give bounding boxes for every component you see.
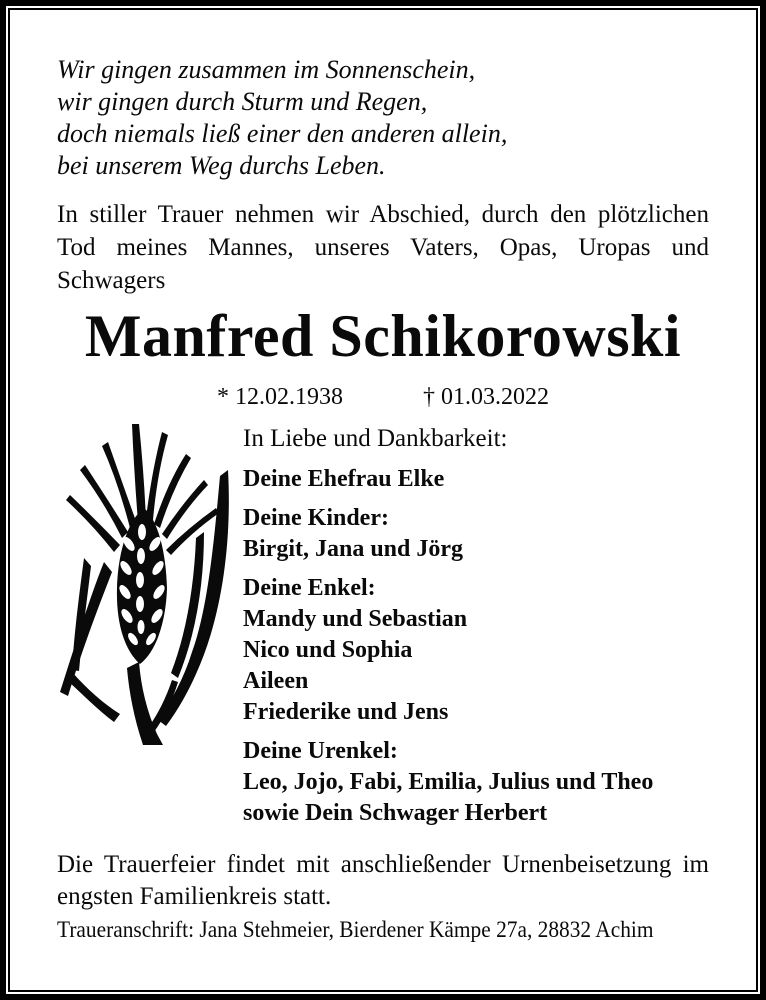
- funeral-line: engsten Familienkreis statt.: [57, 883, 332, 910]
- mourner-line: Birgit, Jana und Jörg: [243, 536, 464, 562]
- mourner-line: sowie Dein Schwager Herbert: [243, 800, 548, 826]
- mourner-line: Deine Urenkel:: [243, 738, 398, 764]
- intro-paragraph: [57, 198, 709, 297]
- mourner-line: Deine Ehefrau Elke: [243, 466, 445, 492]
- poem-line: wir gingen durch Sturm und Regen,: [57, 87, 428, 116]
- tribute-heading: In Liebe und Dankbarkeit:: [243, 425, 508, 452]
- poem-line: bei unserem Weg durchs Leben.: [57, 151, 386, 180]
- mourner-line: Deine Kinder:: [243, 505, 389, 531]
- deceased-name: Manfred Schikorowski: [84, 303, 682, 369]
- mourner-line: Leo, Jojo, Fabi, Emilia, Julius und Theo: [243, 769, 654, 795]
- death-date: † 01.03.2022: [423, 384, 549, 410]
- mourner-line: Deine Enkel:: [243, 575, 376, 601]
- mourner-group-spouse: [243, 464, 743, 495]
- wheat-ear-illustration: [46, 412, 242, 745]
- life-dates: [10, 382, 756, 412]
- birth-date: * 12.02.1938: [217, 384, 343, 410]
- mourner-line: Friederike und Jens: [243, 699, 449, 725]
- mourner-group-children: [243, 503, 743, 565]
- mourner-group-grandchildren: [243, 573, 743, 728]
- mourner-group-great-grandchildren: [243, 736, 743, 829]
- poem-line: doch niemals ließ einer den anderen allein,: [57, 119, 508, 148]
- funeral-info: [57, 849, 709, 913]
- intro-line: Schwagers: [57, 267, 166, 294]
- mourner-line: Aileen: [243, 668, 309, 694]
- mourner-line: Nico und Sophia: [243, 637, 413, 663]
- memorial-poem: [57, 54, 507, 182]
- mourner-line: Mandy und Sebastian: [243, 606, 468, 632]
- mourners-list: [243, 423, 743, 837]
- poem-line: Wir gingen zusammen im Sonnenschein,: [57, 55, 476, 84]
- funeral-line: Die Trauerfeier findet mit anschließender Urnenbeisetzung im: [57, 851, 709, 878]
- intro-line: Tod meines Mannes, unseres Vaters, Opas, Uropas und: [57, 234, 709, 261]
- intro-line: In stiller Trauer nehmen wir Abschied, durch den plötzlichen: [57, 201, 709, 228]
- condolence-address: Traueranschrift: Jana Stehmeier, Bierdener Kämpe 27a, 28832 Achim: [57, 917, 654, 942]
- death-notice: [8, 8, 758, 992]
